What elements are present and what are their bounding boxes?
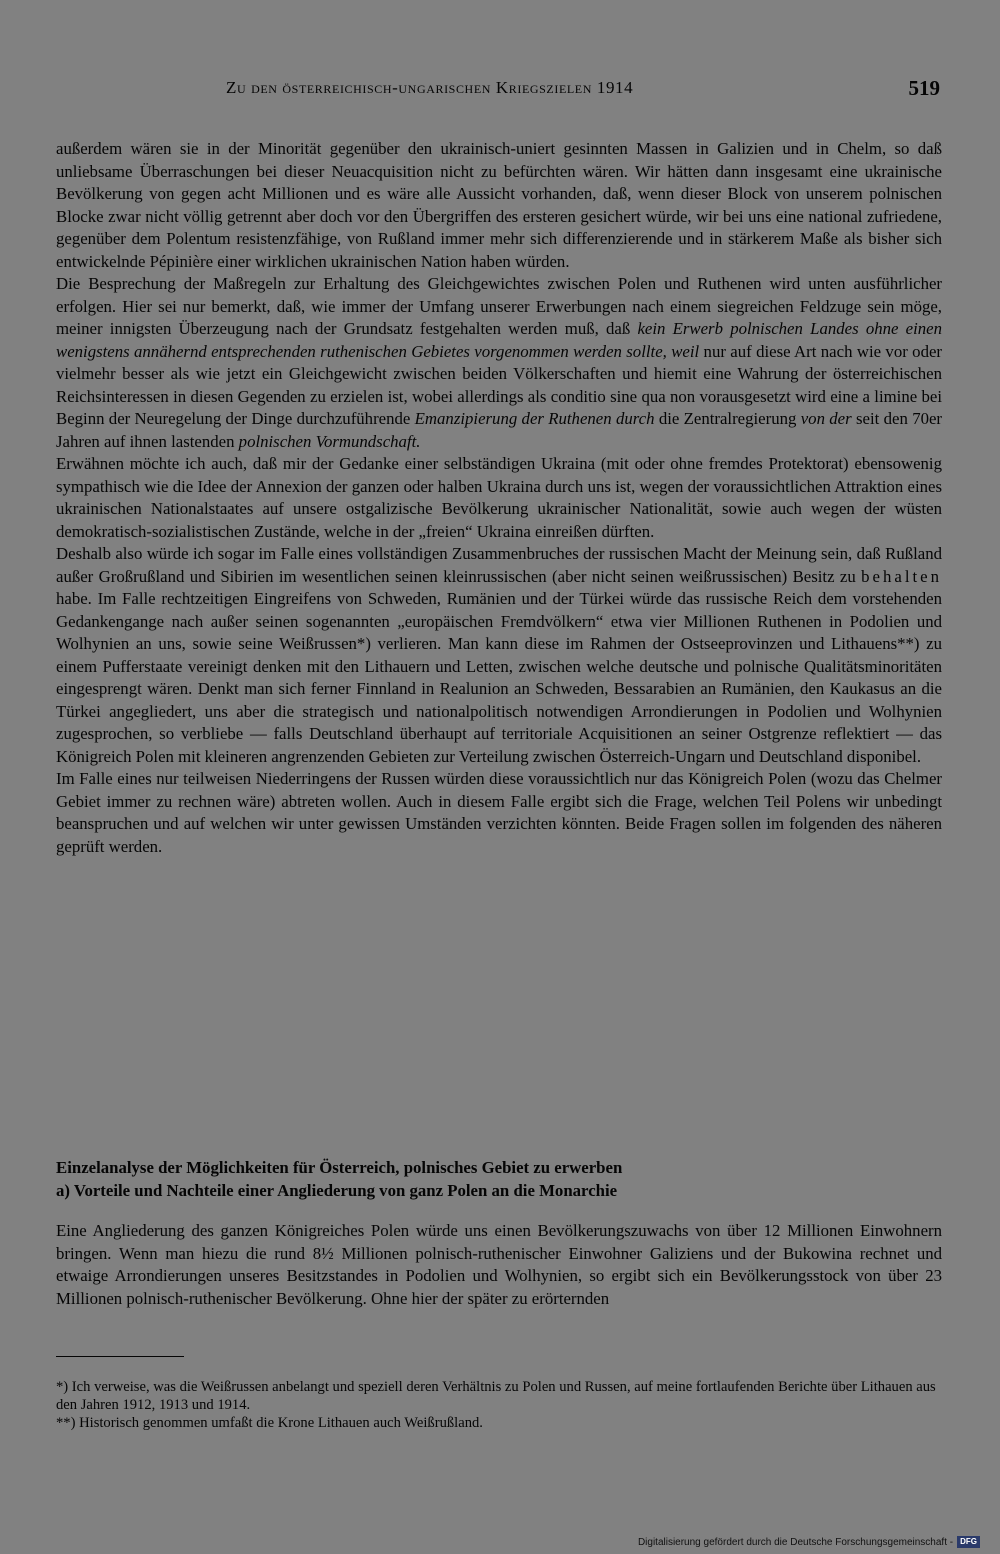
running-title: Zu den österreichisch-ungarischen Kriegszielen 1914: [226, 78, 634, 97]
emphasis-text: Emanzipierung der Ruthenen durch: [414, 409, 655, 428]
digitization-credit: [638, 1536, 980, 1548]
credit-text: Digitalisierung gefördert durch die Deutsche Forschungsgemeinschaft -: [637, 1536, 954, 1548]
emphasis-text: kein Erwerb polnischen Landes ohne einen wenigstens annähernd entsprechenden ruthenischen Gebietes vorgenommen werden sollte, weil: [56, 319, 942, 361]
footnote: *) Ich verweise, was die Weißrussen anbelangt und speziell deren Verhältnis zu Polen und Russen, auf meine fortlaufenden Berichte über Lithauen aus den Jahren 1912, 1913 und 1914.: [56, 1379, 936, 1413]
text-run: seit den 70er Jahren auf ihnen lastenden: [56, 409, 943, 451]
footnote-rule: [56, 1356, 184, 1357]
paragraph: Im Falle eines nur teilweisen Niederringens der Russen würden diese voraussichtlich nur das Königreich Polen (wozu das Chelmer Gebiet immer zu rechnen wäre) abtreten wollen. Auch in diesem Falle ergibt sich die Frage, welchen Teil Polens wir unbedingt beanspruchen und auf welchen wir unter gewissen Umständen verzichten könnten. Beide Fragen sollen im folgenden des näheren geprüft werden.: [56, 769, 942, 856]
spaced-emphasis-text: behalten: [861, 566, 942, 586]
text-run: Die Besprechung der Maßregeln zur Erhaltung des Gleichgewichtes zwischen Polen und Ruthenen wird unten ausführlicher erfolgen. Hier sei nur bemerkt, daß, wie immer der Umfang unserer Erwerbungen nach einem siegreichen Feldzuge sein möge, meiner innigsten Überzeugung nach der Grundsatz festgehalten werden muß, daß: [56, 274, 942, 338]
emphasis-text: von der: [800, 409, 852, 428]
section-subheading: a) Vorteile und Nachteile einer Angliederung von ganz Polen an die Monarchie: [56, 1181, 618, 1200]
paragraph: [56, 543, 942, 768]
text-run: Deshalb also würde ich sogar im Falle eines vollständigen Zusammenbruches der russischen Macht der Meinung sein, daß Rußland außer Großrußland und Sibirien im wesentlichen seinen kleinrussischen (aber nicht seinen weißrussischen) Besitz zu: [56, 544, 942, 586]
paragraph: Eine Angliederung des ganzen Königreiches Polen würde uns einen Bevölkerungszuwachs von über 12 Millionen Einwohnern bringen. Wenn man hiezu die rund 8½ Millionen polnisch-ruthenischer Einwohner Galiziens und der Bukowina rechnet und etwaige Arrondierungen unseres Besitzstandes in Podolien und Wolhynien, so ergibt sich ein Bevölkerungsstock von über 23 Millionen polnisch-ruthenischer Bevölkerung. Ohne hier der später zu erörternden: [56, 1221, 942, 1308]
page-number: 519: [908, 76, 940, 100]
section-headings: [56, 1156, 942, 1202]
footnotes: [56, 1378, 942, 1432]
text-run: die Zentralregierung: [654, 409, 801, 428]
paragraph: [56, 273, 942, 453]
page-header: [56, 78, 942, 104]
paragraph: Erwähnen möchte ich auch, daß mir der Gedanke einer selbständigen Ukraina (mit oder ohne fremdes Protektorat) ebensowenig sympathisch wie die Idee der Annexion der ganzen oder halben Ukraina durch uns ist, wegen der voraussichtlichen Attraktion eines ukrainischen Nationalstaates auf unsere ostgalizische Bevölkerung ukrainischer Nationalität, sowie auch wegen der wüsten demokratisch-sozialistischen Zustände, welche in der „freien“ Ukraina einreißen dürften.: [56, 454, 942, 541]
section-text: [56, 1220, 942, 1310]
footnote: **) Historisch genommen umfaßt die Krone Lithauen auch Weißrußland.: [56, 1415, 483, 1431]
dfg-logo: DFG: [957, 1536, 980, 1548]
body-text: [56, 138, 942, 858]
paragraph: außerdem wären sie in der Minorität gegenüber den ukrainisch-uniert gesinnten Massen in Galizien und in Chelm, so daß unliebsame Überraschungen bei dieser Neuacquisition nicht zu befürchten wären. Wir hätten dann insgesamt eine ukrainische Bevölkerung von gegen acht Millionen und es wäre alle Aussicht vorhanden, daß, wenn dieser Block von unserem polnischen Blocke zwar nicht völlig getrennt aber doch vor den Übergriffen des ersteren gesichert würde, wir bei uns eine national zufriedene, gegenüber dem Polentum resistenzfähige, von Rußland immer mehr sich differenzierende und in stärkerem Maße als bisher sich entwickelnde Pépinière einer wirklichen ukrainischen Nation haben würden.: [56, 139, 942, 271]
section-heading: Einzelanalyse der Möglichkeiten für Österreich, polnisches Gebiet zu erwerben: [56, 1158, 623, 1177]
emphasis-text: polnischen Vormundschaft.: [238, 431, 421, 451]
text-run: habe. Im Falle rechtzeitigen Eingreifens von Schweden, Rumänien und der Türkei würde das russische Reich dem vorstehenden Gedankengange nach außer seinen sogenannten „europäischen Fremdvölkern“ etwa vier Millionen Ruthenen in Podolien und Wolhynien an uns, sowie seine Weißrussen*) verlieren. Man kann diese im Rahmen der Ostseeprovinzen und Lithauens**) zu einem Pufferstaate vereinigt denken mit den Lithauern und Letten, zwischen welche deutsche und polnische Qualitätsminoritäten eingesprengt wären. Denkt man sich ferner Finnland in Realunion an Schweden, Bessarabien an Rumänien, den Kaukasus an die Türkei angegliedert, uns aber die strategisch und nationalpolitisch notwendigen Arrondierungen in Podolien und Wolhynien zugesprochen, so verbliebe — falls Deutschland überhaupt auf territoriale Acquisitionen an seiner Ostgrenze reflektiert — das Königreich Polen mit kleineren angrenzenden Gebieten zur Verteilung zwischen Österreich-Ungarn und Deutschland disponibel.: [56, 589, 942, 766]
text-run: nur auf diese Art nach wie vor oder vielmehr besser als wie jetzt ein Gleichgewicht zwischen beiden Völkerschaften und hiemit eine Wahrung der österreichischen Reichsinteressen in diesen Gegenden zu erzielen ist, wobei allerdings als conditio sine qua non vorausgesetzt wird eine a limine bei Beginn der Neuregelung der Dinge durchzuführende: [56, 341, 942, 428]
